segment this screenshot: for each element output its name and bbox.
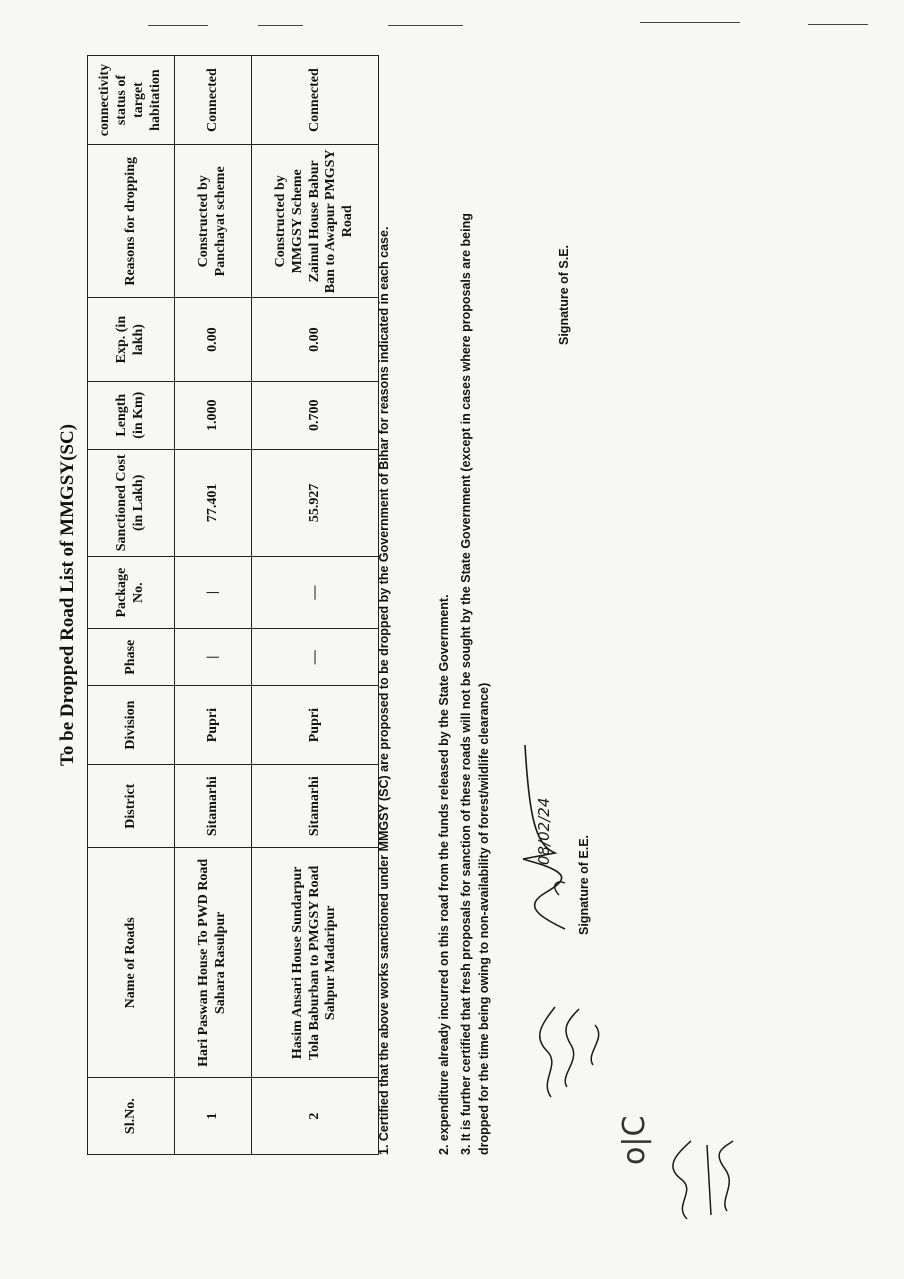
- cell-length: 1.000: [175, 381, 252, 449]
- cell-reason: Constructed by MMGSY Scheme Zainul House Babur Ban to Awapur PMGSY Road: [252, 145, 379, 298]
- cell-sl-no: 1: [175, 1078, 252, 1155]
- se-signature-label: Signature of S.E.: [557, 244, 571, 345]
- cell-division: Pupri: [175, 686, 252, 765]
- roads-table: [87, 55, 379, 1155]
- margin-mark: o|C: [617, 1115, 652, 1165]
- header-name-of-roads: Name of Roads: [88, 848, 175, 1078]
- table-row: [175, 56, 252, 1155]
- header-reasons: Reasons for dropping: [88, 145, 175, 298]
- note-3-line-1: 3. It is further certified that fresh proposals for sanction of these roads will not be sought by the State Government (except in cases where proposals are being: [459, 213, 473, 1155]
- note-2: 2. expenditure already incurred on this road from the funds released by the State Government.: [437, 594, 451, 1155]
- scan-line: [148, 25, 208, 26]
- cell-sl-no: 2: [252, 1078, 379, 1155]
- cell-exp: 0.00: [175, 298, 252, 381]
- header-sl-no: Sl.No.: [88, 1078, 175, 1155]
- table-row: [252, 56, 379, 1155]
- header-phase: Phase: [88, 629, 175, 686]
- cell-package-no: —: [252, 556, 379, 628]
- scan-line: [388, 25, 463, 26]
- header-exp: Exp. (in lakh): [88, 298, 175, 381]
- header-package-no: Package No.: [88, 556, 175, 628]
- cell-road-name: Hari Paswan House To PWD Road Sahara Rasulpur: [175, 848, 252, 1078]
- cell-phase: |: [175, 629, 252, 686]
- cell-exp: 0.00: [252, 298, 379, 381]
- note-1: 1. Certified that the above works sanctioned under MMGSY (SC) are proposed to be dropped by the Government of Bihar for reasons indicated in each case.: [377, 226, 391, 1155]
- cell-sanctioned-cost: 55.927: [252, 449, 379, 556]
- initials-scrawl: [537, 995, 627, 1105]
- cell-connectivity: Connected: [175, 56, 252, 145]
- scan-line: [640, 22, 740, 23]
- cell-phase: —: [252, 629, 379, 686]
- header-sanctioned-cost: Sanctioned Cost (in Lakh): [88, 449, 175, 556]
- header-length: Length (in Km): [88, 381, 175, 449]
- rotated-document: [37, 55, 867, 1225]
- header-connectivity: connectivity status of target habitation: [88, 56, 175, 145]
- note-3-line-2: dropped for the time being owing to non-availability of forest/wildlife clearance): [477, 682, 491, 1155]
- cell-division: Pupri: [252, 686, 379, 765]
- ee-signature-label: Signature of E.E.: [577, 834, 591, 935]
- header-division: Division: [88, 686, 175, 765]
- corner-signature-scrawl: [667, 1135, 747, 1225]
- header-district: District: [88, 765, 175, 848]
- table-header-row: [88, 56, 175, 1155]
- scan-line: [258, 25, 303, 26]
- cell-connectivity: Connected: [252, 56, 379, 145]
- cell-sanctioned-cost: 77.401: [175, 449, 252, 556]
- cell-package-no: |: [175, 556, 252, 628]
- page-title: To be Dropped Road List of MMGSY(SC): [57, 423, 78, 767]
- cell-length: 0.700: [252, 381, 379, 449]
- cell-reason: Constructed by Panchayat scheme: [175, 145, 252, 298]
- ee-signature-date: 08/02/24: [535, 797, 553, 865]
- cell-district: Sitamarhi: [252, 765, 379, 848]
- scan-line: [808, 24, 868, 25]
- cell-district: Sitamarhi: [175, 765, 252, 848]
- cell-road-name: Hasim Ansari House Sundarpur Tola Baburban to PMGSY Road Sahpur Madaripur: [252, 848, 379, 1078]
